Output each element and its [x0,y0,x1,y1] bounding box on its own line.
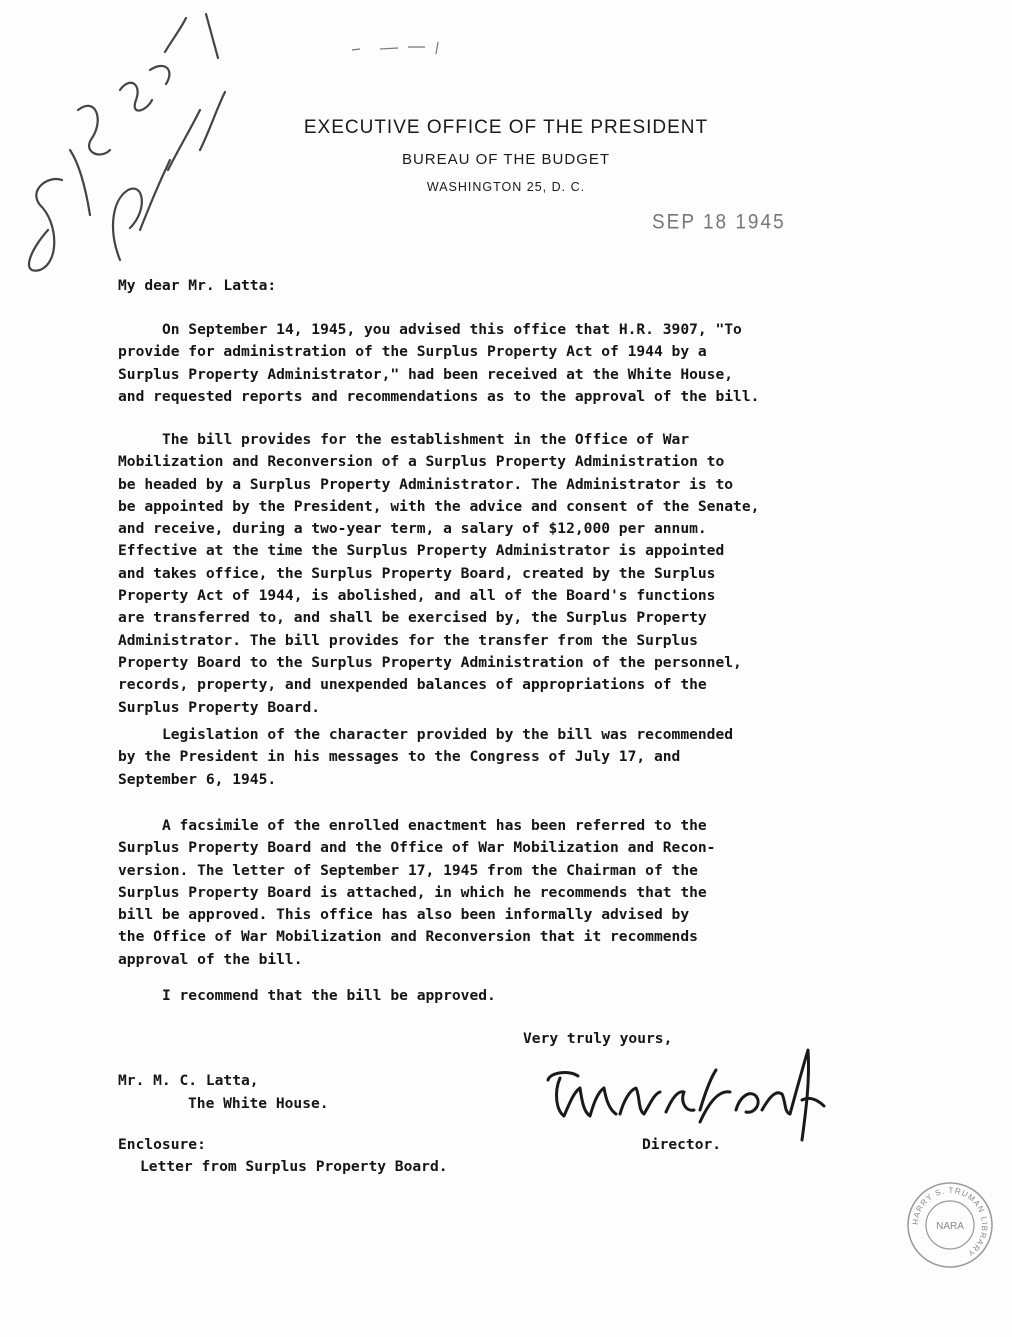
addressee-name: Mr. M. C. Latta, [118,1072,259,1089]
paragraph-3: Legislation of the character provided by the bill was recommended by the President in his messages to the Congress of July 17, and September 6, 1945. [118,726,734,788]
paragraph-1: On September 14, 1945, you advised this office that H.R. 3907, "To provide for administration of the Surplus Property Act of 1944 by a Surplus Property Administrator," had been received at the White House, and requested reports and recommendations as to the approval of the bill. [118,321,760,405]
addressee-place: The White House. [188,1095,329,1112]
paragraph-5: I recommend that the bill be approved. [118,987,496,1004]
enclosure-label: Enclosure: [118,1136,206,1153]
closing: Very truly yours, [523,1030,673,1047]
salutation: My dear Mr. Latta: [118,277,277,294]
library-seal [905,1180,995,1270]
enclosure-item: Letter from Surplus Property Board. [140,1158,448,1175]
seal-outer-text: HARRY S. TRUMAN LIBRARY [910,1185,990,1259]
seal-inner-text: NARA [936,1221,964,1232]
letterhead-address: WASHINGTON 25, D. C. [426,180,586,194]
paragraph-4: A facsimile of the enrolled enactment has been referred to the Surplus Property Board and the Office of War Mobilization and Recon- version. The letter of September 17, 1945 from the Chairman of the Surplus Property Board is attached, in which he recommends that the bill be approved. This office has also been informally advised by the Office of War Mobilization and Reconversion that it recommends approval of the bill. [118,817,716,968]
letterhead-office: EXECUTIVE OFFICE OF THE PRESIDENT [303,117,709,138]
signatory-title: Director. [642,1136,722,1153]
handwritten-annotation [0,0,260,300]
date-stamp: SEP 18 1945 [652,210,786,234]
letterhead-bureau: BUREAU OF THE BUDGET [401,151,611,168]
paragraph-2: The bill provides for the establishment in the Office of War Mobilization and Reconversion of a Surplus Property Administration to be headed by a Surplus Property Administrator. The Administrator is to be appointed by the President, with the advice and consent of the Senate, and receive, during a two-year term, a salary of $12,000 per annum. Effective at the time the Surplus Property Administrator is appointed and takes office, the Surplus Property Board, created by the Surplus Property Act of 1944, is abolished, and all of the Board's functions are transferred to, and shall be exercised by, the Surplus Property Administrator. The bill provides for the transfer from the Surplus Property Board to the Surplus Property Administration of the personnel, records, property, and unexpended balances of appropriations of the Surplus Property Board. [118,431,760,716]
top-pencil-mark [350,38,460,58]
